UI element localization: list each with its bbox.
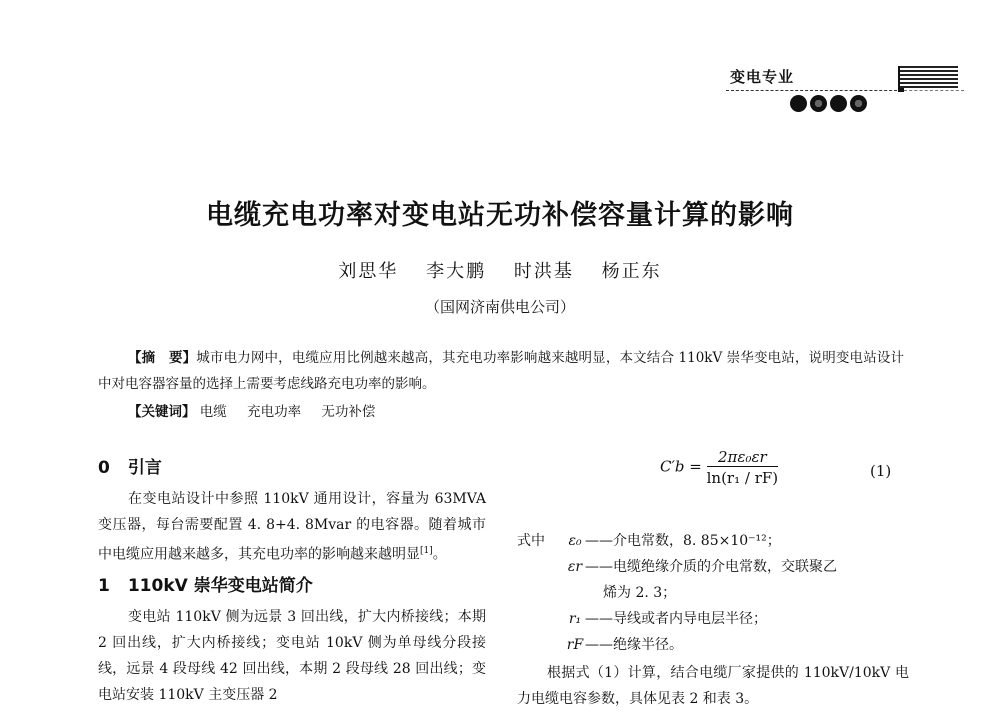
keyword: 无功补偿: [321, 404, 376, 420]
definition-row: [517, 632, 909, 658]
left-column: [98, 454, 486, 712]
definition-text: ——介电常数，8. 85×10⁻¹²；: [585, 533, 781, 549]
definition-text: ——绝缘半径。: [585, 637, 683, 653]
author-name: 李大鹏: [426, 261, 487, 282]
keyword: 充电功率: [247, 404, 302, 420]
variable-definitions: [517, 528, 909, 712]
definition-lead: 式中: [517, 533, 545, 549]
definition-symbol: ε₀: [568, 533, 582, 549]
definition-symbol: r₁: [568, 611, 582, 627]
author-list: [0, 257, 1000, 283]
definition-row: [517, 554, 909, 580]
journal-section-label: 变电专业: [730, 68, 795, 86]
decor-dot-icon: [810, 95, 827, 112]
keywords: [128, 400, 391, 420]
definition-symbol: εr: [567, 559, 583, 575]
affiliation: （国网济南供电公司）: [424, 298, 575, 316]
decor-dot-icon: [830, 95, 847, 112]
abstract-label: 【摘 要】: [128, 350, 197, 366]
closing-paragraph: 根据式（1）计算，结合电缆厂家提供的 110kV/10kV 电力电缆电容参数，具体见表 2 和表 3。: [517, 665, 909, 707]
keywords-label: 【关键词】: [128, 404, 196, 420]
author-name: 刘思华: [338, 261, 399, 282]
definition-continuation: 烯为 2. 3；: [603, 585, 677, 601]
definition-row: [517, 606, 909, 632]
paragraph-text: 在变电站设计中参照 110kV 通用设计，容量为 63MVA 变压器，每台需要配置 4. 8+4. 8Mvar 的电容器。随着城市中电缆应用越来越多，其充电功率的影响越来越明显: [98, 491, 486, 563]
author-name: 杨正东: [601, 261, 662, 282]
author-name: 时洪基: [513, 261, 574, 282]
paper-title: 电缆充电功率对变电站无功补偿容量计算的影响: [206, 200, 794, 231]
equation-denominator: ln(r₁ / rF): [706, 469, 779, 487]
keyword: 电缆: [199, 404, 227, 420]
section-heading: [98, 572, 486, 600]
header-decorative-dots: [790, 95, 867, 112]
equation-fraction: [707, 448, 779, 487]
definition-text: ——电缆绝缘介质的介电常数，交联聚乙: [585, 559, 837, 575]
header-bar-pattern: [900, 66, 958, 88]
header-divider: [726, 90, 902, 91]
definition-text: ——导线或者内导电层半径；: [585, 611, 767, 627]
section-paragraph: [98, 486, 486, 568]
abstract: [98, 345, 904, 397]
equation-lhs: C′b =: [660, 457, 702, 476]
definition-symbol: rF: [566, 637, 584, 653]
section-title: 110kV 崇华变电站简介: [127, 575, 313, 596]
equation-number: (1): [870, 462, 892, 480]
citation-ref: [1]: [420, 546, 433, 556]
abstract-text: 城市电力网中，电缆应用比例越来越高，其充电功率影响越来越明显，本文结合 110kV 崇华变电站，说明变电站设计中对电容器容量的选择上需要考虑线路充电功率的影响。: [98, 350, 905, 392]
decor-dot-icon: [850, 95, 867, 112]
paragraph-tail: 。: [432, 546, 447, 563]
section-number: 1: [98, 575, 110, 596]
header-divider-right: [904, 90, 964, 91]
section-paragraph: 变电站 110kV 侧为远景 3 回出线，扩大内桥接线；本期 2 回出线，扩大内桥接线；变电站 10kV 侧为单母线分段接线，远景 4 段母线 42 回出线，本期 2 段母线 28 回出线；变电站安装 110kV 主变压器 2: [98, 608, 486, 703]
section-heading: [98, 454, 486, 482]
equation: [660, 448, 778, 487]
equation-numerator: 2πε₀εr: [707, 448, 779, 467]
definition-row: [517, 528, 909, 554]
section-number: 0: [98, 458, 110, 478]
section-title: 引言: [127, 458, 162, 478]
decor-dot-icon: [790, 95, 807, 112]
